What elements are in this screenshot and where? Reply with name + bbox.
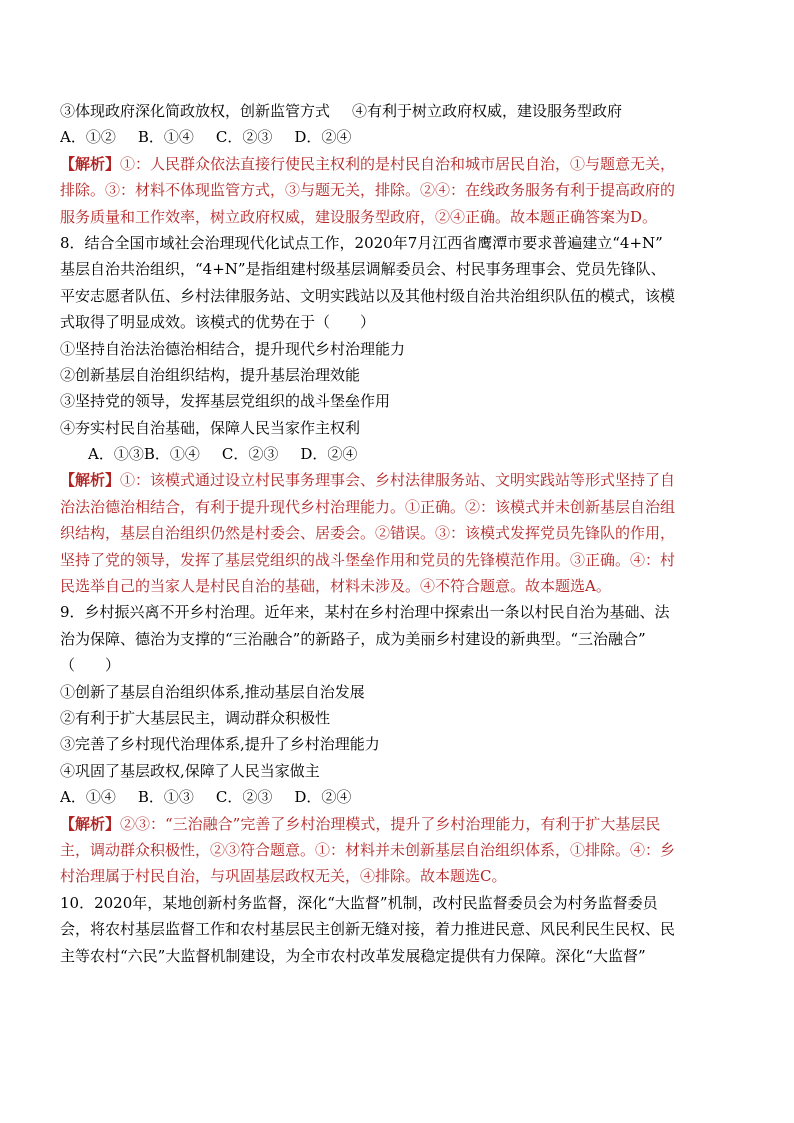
q7-analysis-line-3: 服务质量和工作效率，树立政府权威，建设服务型政府，②④正确。故本题正确答案为D。 xyxy=(60,207,658,226)
q9-stem-line-1: 9．乡村振兴离不开乡村治理。近年来，某村在乡村治理中探索出一条以村民自治为基础、法 xyxy=(60,603,670,622)
page-content xyxy=(60,98,732,969)
q8-analysis-line-3: 织结构，基层自治组织仍然是村委会、居委会。②错误。③：该模式发挥党员先锋队的作用， xyxy=(60,524,676,543)
q7-statement-4: ④有利于树立政府权威，建设服务型政府 xyxy=(352,102,623,120)
q8-statement-2: ②创新基层自治组织结构，提升基层治理效能 xyxy=(60,365,361,384)
q9-analysis-text-1: ②③：“三治融合”完善了乡村治理模式，提升了乡村治理能力，有利于扩大基层民 xyxy=(120,814,661,833)
q9-option-a: A．①④ xyxy=(60,788,116,807)
q9-options xyxy=(60,784,732,810)
q8-analysis-line-4: 坚持了党的领导，发挥了基层党组织的战斗堡垒作用和党员的先锋模范作用。③正确。④：村 xyxy=(60,550,676,569)
q8-stem-line-2: 基层自治共治组织，“4+N”是指组建村级基层调解委员会、村民事务理事会、党员先锋队、 xyxy=(60,260,666,279)
q9-analysis-line-3: 村治理属于村民自治，与巩固基层政权无关，④排除。故本题选C。 xyxy=(60,867,507,886)
q9-analysis-line-2: 主，调动群众积极性，②③符合题意。①：材料并未创新基层自治组织体系，①排除。④：乡 xyxy=(60,840,676,859)
q7-statement-3: ③体现政府深化简政放权，创新监管方式 xyxy=(60,102,331,120)
q9-option-b: B．①③ xyxy=(137,788,194,807)
q7-analysis-line-2: 排除。③：材料不体现监管方式，③与题无关，排除。②④：在线政务服务有利于提高政府的 xyxy=(60,181,676,200)
q7-option-c: C．②③ xyxy=(215,128,273,147)
q9-statement-4: ④巩固了基层政权,保障了人民当家做主 xyxy=(60,761,320,780)
q8-options xyxy=(60,441,732,467)
q9-option-d: D．②④ xyxy=(294,788,352,807)
q8-analysis-tag: 【解析】 xyxy=(60,471,121,490)
q10-stem-line-1: 10．2020年，某地创新村务监督，深化“大监督”机制，改村民监督委员会为村务监督委员 xyxy=(60,893,658,912)
q7-option-d: D．②④ xyxy=(294,128,352,147)
q8-stem-line-1: 8．结合全国市域社会治理现代化试点工作，2020年7月江西省鹰潭市要求普遍建立“4+N” xyxy=(60,233,663,252)
q7-option-a: A．①② xyxy=(60,128,116,147)
q8-option-d: D．②④ xyxy=(300,445,358,464)
q9-analysis-line-1 xyxy=(60,811,732,837)
q7-analysis-text-1: ①：人民群众依法直接行使民主权利的是村民自治和城市居民自治，①与题意无关， xyxy=(120,154,676,173)
q8-statement-3: ③坚持党的领导，发挥基层党组织的战斗堡垒作用 xyxy=(60,392,391,411)
q7-analysis-line-1 xyxy=(60,151,732,177)
q7-analysis-tag: 【解析】 xyxy=(60,154,121,173)
q8-statement-1: ①坚持自治法治德治相结合，提升现代乡村治理能力 xyxy=(60,339,406,358)
q10-stem-line-3: 主等农村“六民”大监督机制建设，为全市农村改革发展稳定提供有力保障。深化“大监督” xyxy=(60,946,646,965)
q8-analysis-line-2: 治法治德治相结合，有利于提升现代乡村治理能力。①正确。②：该模式并未创新基层自治组 xyxy=(60,497,676,516)
q8-analysis-line-5: 民选举自己的当家人是村民自治的基础，材料未涉及。④不符合题意。故本题选A。 xyxy=(60,577,611,596)
q8-stem-line-4: 式取得了明显成效。该模式的优势在于（ ） xyxy=(60,313,376,332)
q7-options xyxy=(60,124,732,150)
q9-statement-2: ②有利于扩大基层民主，调动群众积极性 xyxy=(60,708,331,727)
q9-analysis-tag: 【解析】 xyxy=(60,814,121,833)
q7-statements-row xyxy=(60,98,732,124)
q7-option-b: B．①④ xyxy=(137,128,194,147)
q9-stem-line-2: 治为保障、德治为支撑的“三治融合”的新路子，成为美丽乡村建设的新典型。“三治融合” xyxy=(60,629,646,648)
q8-analysis-text-1: ①：该模式通过设立村民事务理事会、乡村法律服务站、文明实践站等形式坚持了自 xyxy=(120,471,676,490)
q8-option-b: B．①④ xyxy=(143,445,200,464)
q8-option-c: C．②③ xyxy=(221,445,279,464)
q9-stem-line-3: （ ） xyxy=(60,656,121,675)
q8-statement-4: ④夯实村民自治基础，保障人民当家作主权利 xyxy=(60,418,361,437)
q10-stem-line-2: 会，将农村基层监督工作和农村基层民主创新无缝对接，着力推进民意、风民利民生民权、民 xyxy=(60,920,676,939)
q8-stem-line-3: 平安志愿者队伍、乡村法律服务站、文明实践站以及其他村级自治共治组织队伍的模式，该模 xyxy=(60,286,676,305)
q9-statement-1: ①创新了基层自治组织体系,推动基层自治发展 xyxy=(60,682,365,701)
q9-statement-3: ③完善了乡村现代治理体系,提升了乡村治理能力 xyxy=(60,735,380,754)
q9-option-c: C．②③ xyxy=(215,788,273,807)
q8-analysis-line-1 xyxy=(60,467,732,493)
q8-option-a: A．①③ xyxy=(88,445,144,464)
